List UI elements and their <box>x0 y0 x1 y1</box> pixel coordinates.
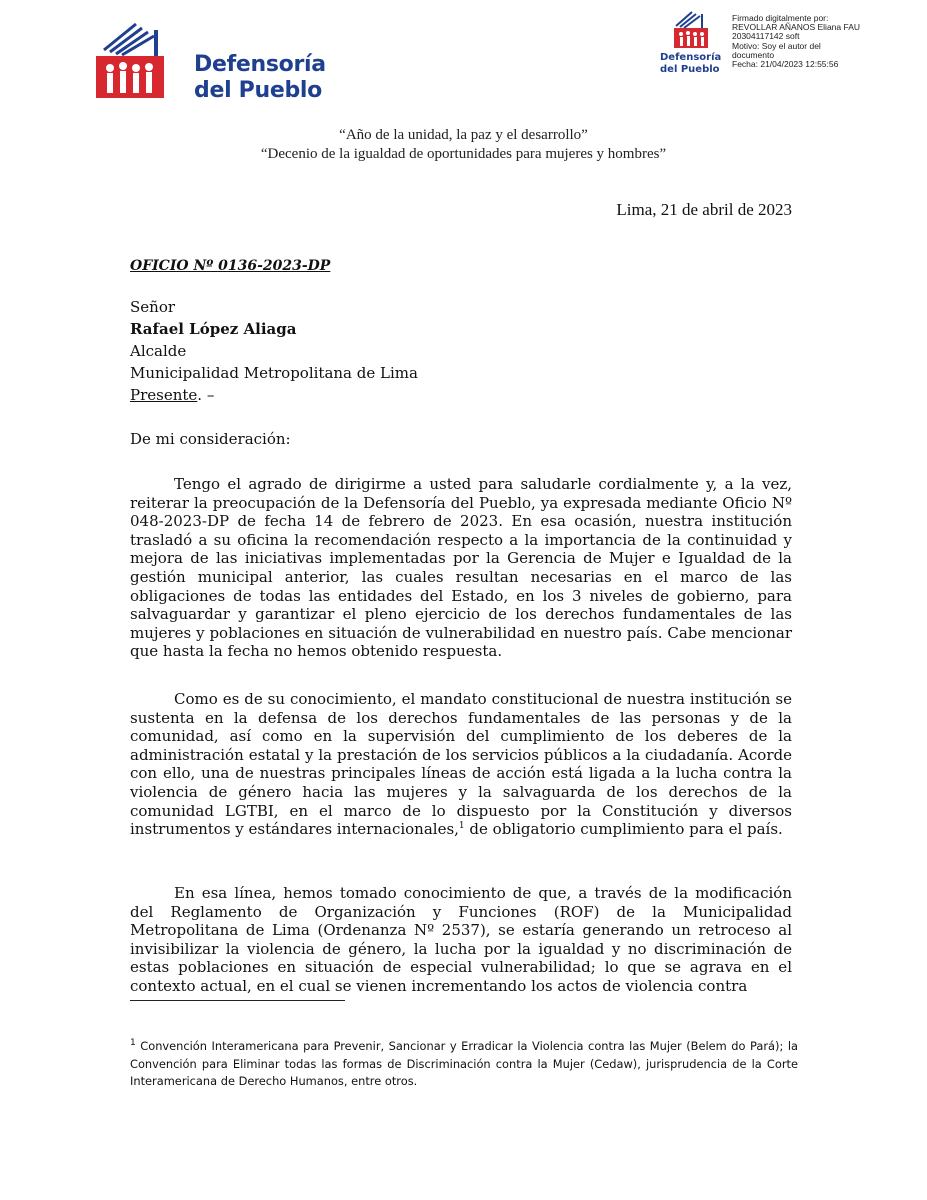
addressee-salutation: Señor <box>130 298 176 316</box>
motto-decade: “Decenio de la igualdad de oportunidades para mujeres y hombres” <box>260 146 667 162</box>
presente-suffix: . – <box>197 386 215 404</box>
signature-reason-cont: documento <box>732 49 775 60</box>
paragraph-2-text: Como es de su conocimiento, el mandato constitucional de nuestra institución se sustenta en la defensa de los derechos fundamentales de las personas y de la comunidad, así como en la supervisión del cumplimiento de los deberes de la administración estatal y la prestación de los servicios públicos a la ciudadanía. Acorde con ello, una de nuestras principales líneas de acción está ligada a la lucha contra la violencia de género hacia las mujeres y la salvaguarda de los derechos de la comunidad LGTBI, en el marco de lo dispuesto por la Constitución y diversos instrumentos y estándares internacionales, <box>130 690 792 839</box>
date-line: Lima, 21 de abril de 2023 <box>616 200 792 219</box>
paragraph-2 <box>130 690 792 839</box>
signature-reason: Motivo: Soy el autor del <box>732 40 821 51</box>
signature-brand-line-1: Defensoría <box>660 52 722 63</box>
addressee-block <box>130 296 418 406</box>
addressee-role: Alcalde <box>130 342 187 360</box>
digital-signature-info <box>732 14 912 69</box>
signature-date: Fecha: 21/04/2023 12:55:56 <box>732 59 839 70</box>
footnote-divider <box>130 1000 345 1001</box>
footnote <box>130 1038 798 1091</box>
signer-id: 20304117142 soft <box>732 31 800 42</box>
paragraph-1: Tengo el agrado de dirigirme a usted para saludarle cordialmente y, a la vez, reiterar la preocupación de la Defensoría del Pueblo, ya expresada mediante Oficio Nº 048-2023-DP de fecha 14 de febrero de 2023. En esa ocasión, nuestra institución trasladó a su oficina la recomendación respecto a la importancia de la continuidad y mejora de las iniciativas implementadas por la Gerencia de Mujer e Igualdad de la gestión municipal anterior, las cuales resultan necesarias en el marco de las obligaciones de todas las entidades del Estado, en los 3 niveles de gobierno, para salvaguardar y garantizar el pleno ejercicio de los derechos fundamentales de las mujeres y poblaciones en situación de vulnerabilidad en nuestro país. Cabe mencionar que hasta la fecha no hemos obtenido respuesta. <box>130 475 792 661</box>
presente-text: Presente <box>130 386 198 404</box>
presente-line <box>130 384 418 406</box>
oficio-number: OFICIO Nº 0136-2023-DP <box>130 258 331 274</box>
footnote-number: 1 <box>130 1038 136 1049</box>
addressee-entity: Municipalidad Metropolitana de Lima <box>130 364 418 382</box>
footnote-reference: 1 <box>458 821 465 832</box>
signature-emblem-icon <box>670 8 720 50</box>
footnote-text: Convención Interamericana para Prevenir, Sancionar y Erradicar la Violencia contra las Mujer (Belem do Pará); la Convención para Eliminar todas las formas de Discriminación contra la Mujer (Cedaw), jurisprudencia de la Corte Interamericana de Derecho Humanos, entre otros. <box>130 1039 798 1089</box>
signature-logo <box>660 8 730 78</box>
defensoria-logo <box>96 20 326 102</box>
brand-line-1: Defensoría <box>194 52 326 77</box>
addressee-name: Rafael López Aliaga <box>130 320 297 338</box>
signer-name: REVOLLAR AÑANOS Eliana FAU <box>732 22 861 33</box>
paragraph-2-text-end: de obligatorio cumplimiento para el país. <box>464 820 783 839</box>
motto-year: “Año de la unidad, la paz y el desarrollo” <box>339 127 588 143</box>
signature-brand-name <box>660 52 721 76</box>
signed-by-label: Firmado digitalmente por: <box>732 13 829 23</box>
brand-line-2: del Pueblo <box>194 78 322 103</box>
year-mottos <box>0 126 927 164</box>
greeting: De mi consideración: <box>130 430 291 448</box>
paragraph-3: En esa línea, hemos tomado conocimiento de que, a través de la modificación del Reglamento de Organización y Funciones (ROF) de la Municipalidad Metropolitana de Lima (Ordenanza Nº 2537), se estaría generando un retroceso al invisibilizar la violencia de género, la lucha por la igualdad y no discriminación de estas poblaciones en situación de especial vulnerabilidad; lo que se agrava en el contexto actual, en el cual se vienen incrementando los actos de violencia contra <box>130 884 792 995</box>
brand-name <box>194 52 326 104</box>
logo-emblem-icon <box>96 20 192 102</box>
signature-brand-line-2: del Pueblo <box>660 64 720 75</box>
